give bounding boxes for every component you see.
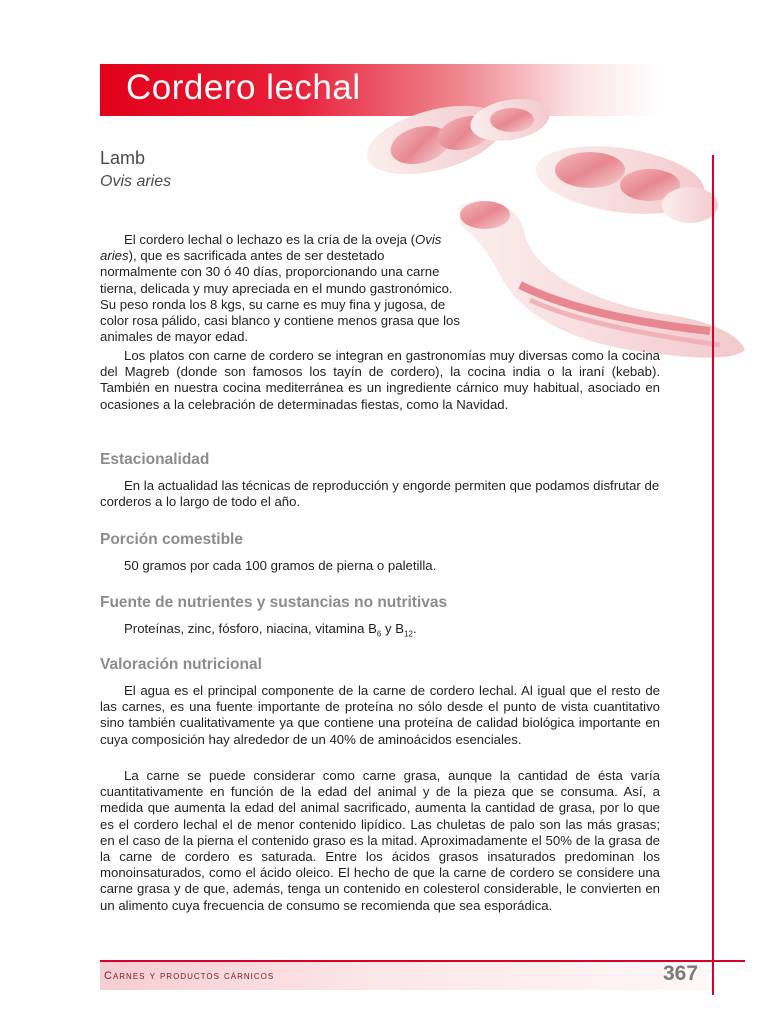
heading-valoracion: Valoración nutricional xyxy=(100,656,262,673)
intro-paragraph-1: El cordero lechal o lechazo es la cría de la oveja (Ovis aries), que es sacrificada antes de ser destetado normalmente con 30 ó 40 días, proporcionando una carne tierna, delicada y muy apreciada en el mundo gastronómico. Su peso ronda los 8 kgs, su carne es muy fina y jugosa, de color rosa pálido, casi blanco y contiene menos grasa que los animales de mayor edad. xyxy=(100,232,460,345)
margin-rule xyxy=(712,155,714,995)
estacionalidad-text: En la actualidad las técnicas de reproducción y engorde permiten que podamos disfrutar de corderos a lo largo de todo el año. xyxy=(100,478,660,510)
heading-fuente: Fuente de nutrientes y sustancias no nutritivas xyxy=(100,594,448,611)
footer-rule xyxy=(100,960,745,962)
fuente-text: Proteínas, zinc, fósforo, niacina, vitamina $B_6$ y $B_{12}$. xyxy=(124,621,417,639)
page-title: Cordero lechal xyxy=(126,68,361,107)
scientific-name: Ovis aries xyxy=(100,173,172,190)
common-name: Lamb xyxy=(100,148,146,168)
valoracion-paragraph-1: El agua es el principal componente de la carne de cordero lechal. Al igual que el resto de las carnes, es una fuente importante de proteína no sólo desde el punto de vista cuantitativo sino también cualitativamente ya que contiene una proteína de calidad biológica importante en cuya composición hay alrededor de un 40% de aminoácidos esenciales. xyxy=(100,683,660,747)
heading-estacionalidad: Estacionalidad xyxy=(100,451,210,468)
page-number: 367 xyxy=(663,962,699,985)
porcion-text: 50 gramos por cada 100 gramos de pierna o paletilla. xyxy=(124,558,437,573)
heading-porcion: Porción comestible xyxy=(100,531,243,548)
valoracion-paragraph-2: La carne se puede considerar como carne grasa, aunque la cantidad de ésta varía cuantitativamente en función de la edad del animal y de la pieza que se consuma. Así, a medida que aumenta la edad del animal sacrificado, aumenta la cantidad de grasa, por lo que es el cordero lechal el de menor contenido lipídico. Las chuletas de palo son las más grasas; en el caso de la pierna el contenido graso es la mitad. Aproximadamente el 50% de la grasa de la carne de cordero es saturada. Entre los ácidos grasos insaturados predominan los monoinsaturados, como el ácido oleico. El hecho de que la carne de cordero se considere una carne grasa y de que, además, tenga un contenido en colesterol considerable, le convierten en un alimento cuya frecuencia de consumo se recomienda que sea esporádica. xyxy=(100,768,660,913)
intro-paragraph-2: Los platos con carne de cordero se integran en gastronomías muy diversas como la cocina del Magreb (donde son famosos los tayín de cordero), la cocina india o la iraní (kebab). También en nuestra cocina mediterránea es un ingrediente cárnico muy habitual, asociado en ocasiones a la celebración de determinadas fiestas, como la Navidad. xyxy=(100,348,660,412)
footer-section-title: Carnes y productos cárnicos xyxy=(104,970,275,982)
